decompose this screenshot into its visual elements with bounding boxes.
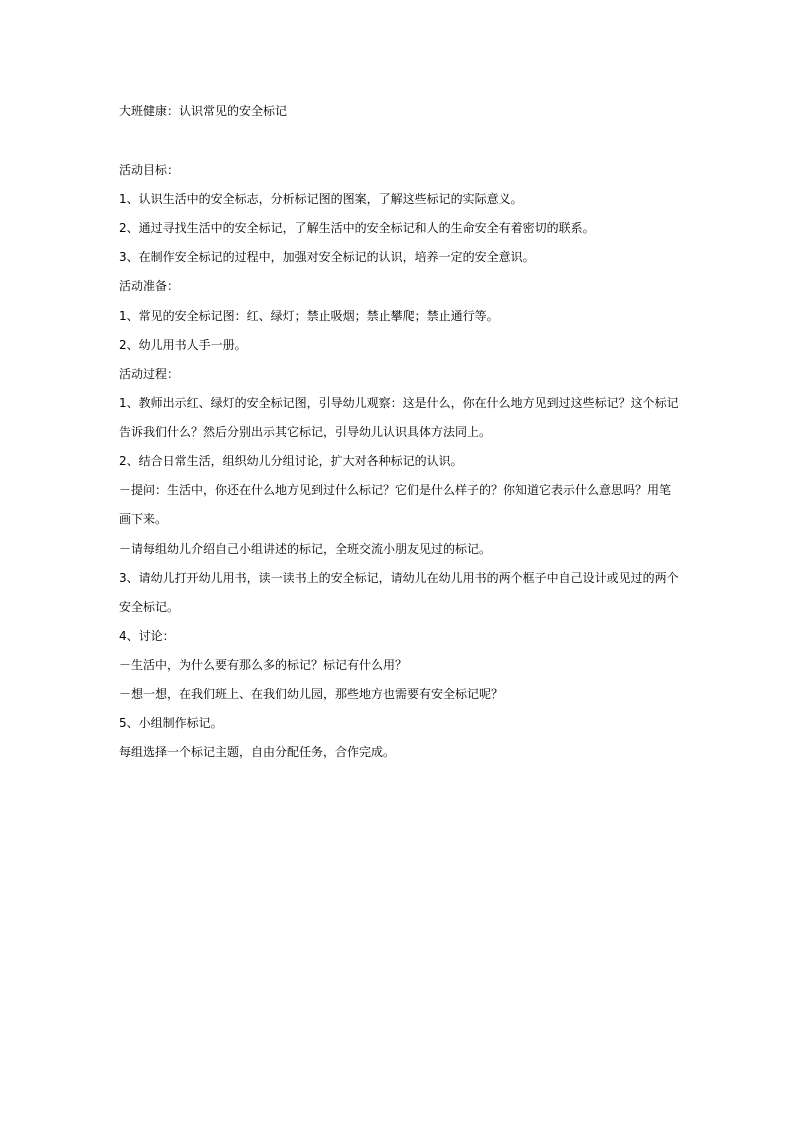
process-item-1-line-2: 告诉我们什么？然后分别出示其它标记，引导幼儿认识具体方法同上。 [119,425,492,439]
preparation-item-2: 2、幼儿用书人手一册。 [119,338,247,352]
discussion-question-2: －想一想，在我们班上、在我们幼儿园，那些地方也需要有安全标记呢？ [119,687,504,701]
preparation-item-1: 1、常见的安全标记图：红、绿灯；禁止吸烟；禁止攀爬；禁止通行等。 [119,309,499,323]
section-heading-goals: 活动目标： [119,163,180,177]
goal-item-2: 2、通过寻找生活中的安全标记，了解生活中的安全标记和人的生命安全有着密切的联系。 [119,221,595,235]
process-item-3-line-1: 3、请幼儿打开幼儿用书，读一读书上的安全标记，请幼儿在幼儿用书的两个框子中自己设计或见过的两个 [119,571,679,585]
section-heading-process: 活动过程： [119,367,180,381]
process-item-1-line-1: 1、教师出示红、绿灯的安全标记图，引导幼儿观察：这是什么，你在什么地方见到过这些标记？这个标记 [119,396,679,410]
process-item-5: 5、小组制作标记。 [119,716,223,730]
group-task-text: 每组选择一个标记主题，自由分配任务，合作完成。 [119,745,396,759]
discussion-question-1: －生活中，为什么要有那么多的标记？标记有什么用？ [119,658,408,672]
process-question-line-2: 画下来。 [119,512,168,526]
document-title: 大班健康：认识常见的安全标记 [119,104,288,118]
goal-item-3: 3、在制作安全标记的过程中，加强对安全标记的认识，培养一定的安全意识。 [119,250,535,264]
process-item-3-line-2: 安全标记。 [119,600,180,614]
process-item-4: 4、讨论： [119,629,175,643]
process-group-share: －请每组幼儿介绍自己小组讲述的标记，全班交流小朋友见过的标记。 [119,542,492,556]
section-heading-preparation: 活动准备： [119,279,180,293]
process-question-line-1: －提问：生活中，你还在什么地方见到过什么标记？它们是什么样子的？你知道它表示什么意思吗？用笔 [119,483,672,497]
process-item-2: 2、结合日常生活，组织幼儿分组讨论，扩大对各种标记的认识。 [119,454,463,468]
goal-item-1: 1、认识生活中的安全标志，分析标记图的图案，了解这些标记的实际意义。 [119,192,523,206]
